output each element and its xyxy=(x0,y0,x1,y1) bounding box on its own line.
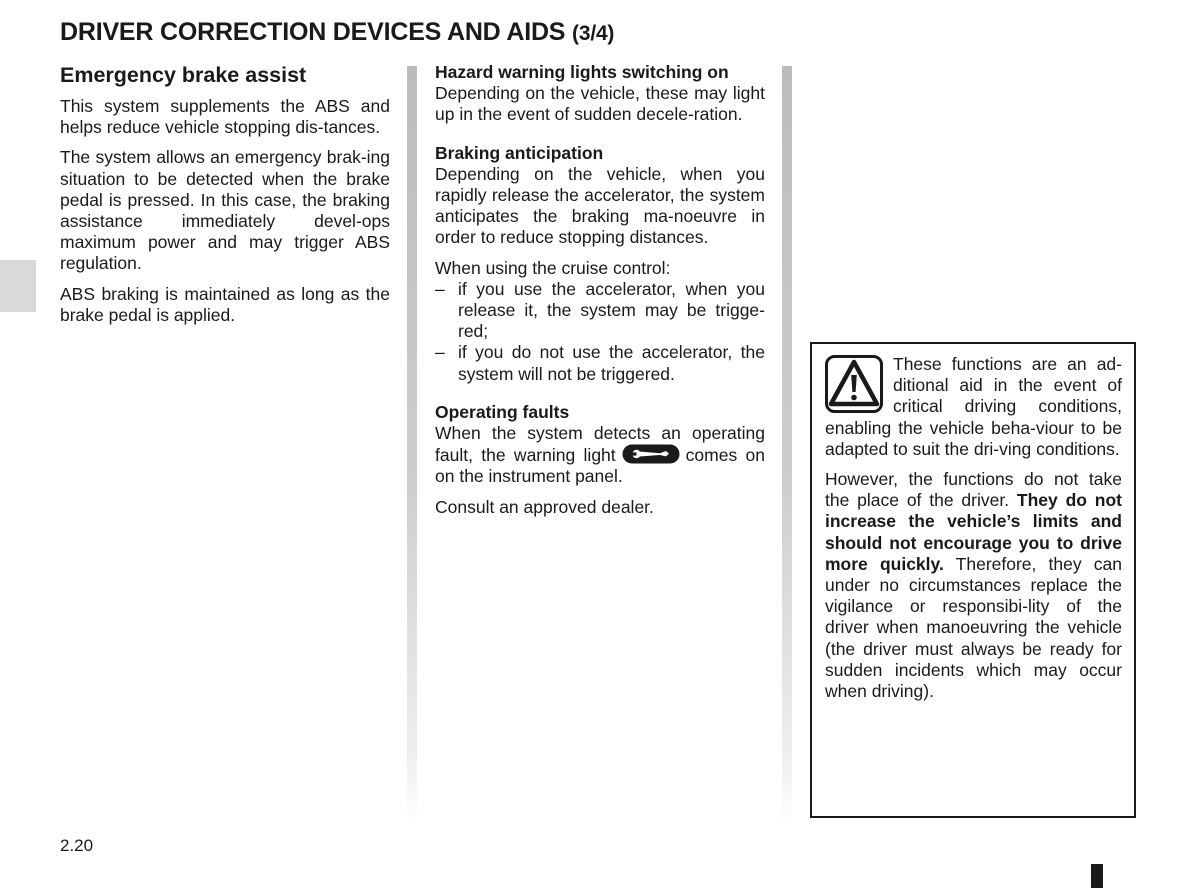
warning-box xyxy=(810,342,1136,818)
warning-triangle-icon xyxy=(825,355,883,413)
paragraph-cruise-intro: When using the cruise control: xyxy=(435,257,671,278)
list-item-text: if you do not use the accelerator, the system will not be triggered. xyxy=(458,342,765,384)
column-divider-left xyxy=(407,66,417,826)
list-dash: – xyxy=(435,342,445,363)
paragraph-emergency-detection: The system allows an emergency brak-ing situation to be detected when the brake pedal is pressed. In this case, the braking assistance immediately devel-ops maximum power and may trigger ABS regulation. xyxy=(60,147,390,274)
faults-text-before: When the system detects an operating fault, the warning light xyxy=(435,423,765,466)
page-title xyxy=(60,18,614,47)
faults-text-after: comes on on the instrument panel. xyxy=(435,445,765,487)
warning-paragraph-driver-responsibility xyxy=(825,469,1122,702)
warning-paragraph-aid: These functions are an ad-ditional aid in the event of critical driving conditions, enabling the vehicle beha-viour to be adapted to suit the dri-ving conditions. xyxy=(825,354,1122,459)
column-divider-right xyxy=(782,66,792,826)
list-item-text: if you use the accelerator, when you release it, the system may be trigge-red; xyxy=(458,278,765,342)
section-end-marker xyxy=(1091,864,1103,888)
section-heading-emergency-brake-assist: Emergency brake assist xyxy=(60,63,307,87)
subheading-braking-anticipation: Braking anticipation xyxy=(435,142,604,163)
page-number: 2.20 xyxy=(60,836,94,855)
list-dash: – xyxy=(435,278,445,299)
page-part-indicator: (3/4) xyxy=(572,22,615,45)
paragraph-braking-anticipation: Depending on the vehicle, when you rapidly release the accelerator, the system anticipates the braking ma-noeuvre in order to reduce stopping distances. xyxy=(435,163,765,248)
paragraph-operating-faults xyxy=(435,423,765,488)
column-driving-aids xyxy=(435,62,765,518)
paragraph-consult-dealer: Consult an approved dealer. xyxy=(435,496,654,517)
wrench-warning-light-icon xyxy=(622,444,680,464)
subheading-hazard-lights: Hazard warning lights switching on xyxy=(435,62,729,82)
warning-text-bold: They do not increase the vehicle’s limits and should not encourage you to drive more quickly. xyxy=(825,490,1122,574)
warning-text-start: However, the functions do not take the place of the driver. xyxy=(825,469,1122,511)
paragraph-hazard-lights: Depending on the vehicle, these may light up in the event of sudden decele-ration. xyxy=(435,83,765,125)
paragraph-abs-supplement: This system supplements the ABS and helps reduce vehicle stopping dis-tances. xyxy=(60,96,390,138)
column-emergency-brake-assist xyxy=(60,62,390,326)
paragraph-abs-maintained: ABS braking is maintained as long as the brake pedal is applied. xyxy=(60,283,390,325)
page-title-text: DRIVER CORRECTION DEVICES AND AIDS xyxy=(60,18,566,46)
list-item xyxy=(435,279,765,343)
chapter-tab xyxy=(0,260,36,312)
warning-text-end: Therefore, they can under no circumstances replace the vigilance or responsibi-lity of the driver when manoeuvring the vehicle (the driver must always be ready for sudden incidents which may occur when driving). xyxy=(825,553,1123,702)
subheading-operating-faults: Operating faults xyxy=(435,401,570,422)
list-item xyxy=(435,342,765,384)
